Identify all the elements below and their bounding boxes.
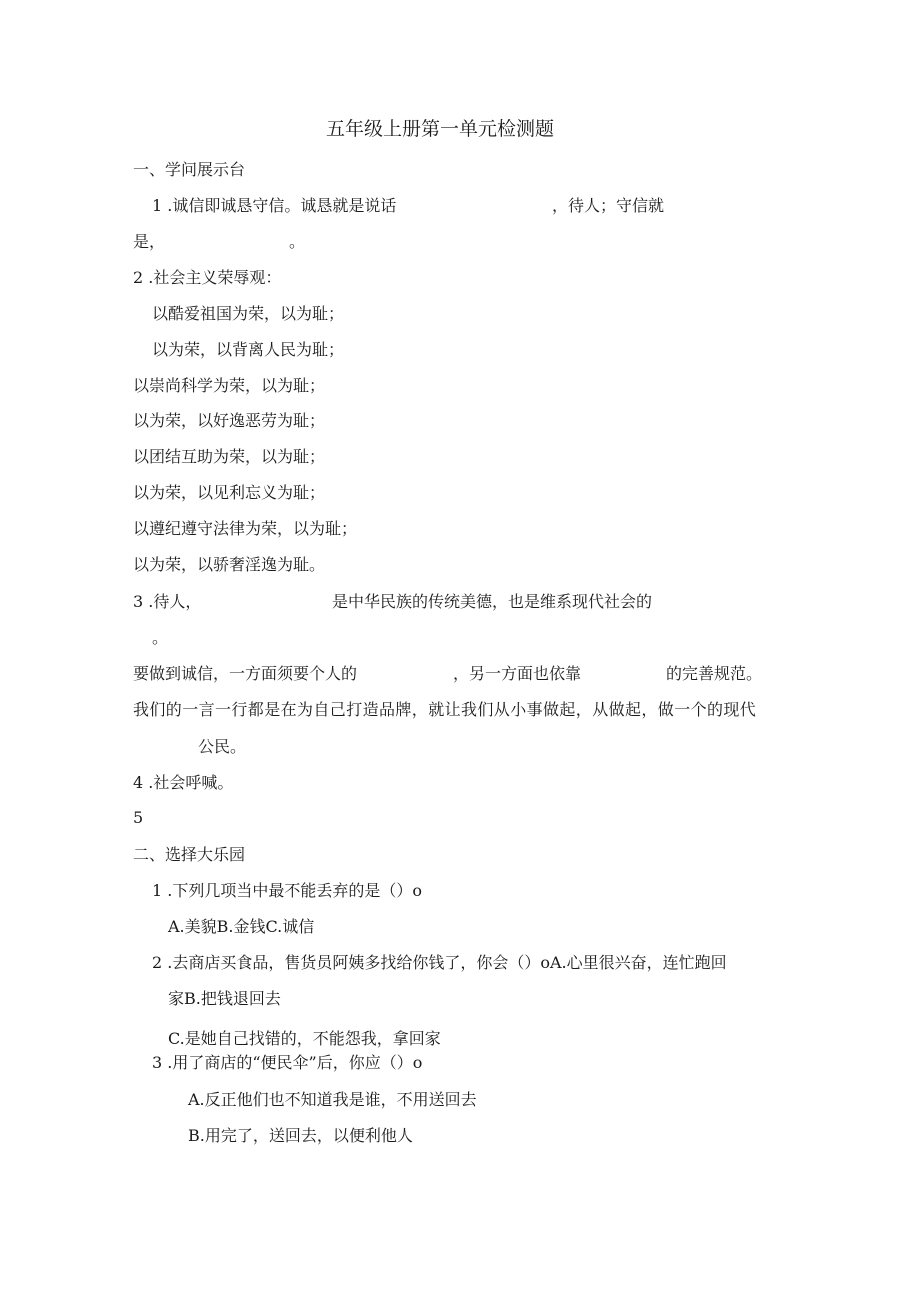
s2-q3-option-b: B.用完了，送回去，以便利他人	[188, 1126, 413, 1145]
section-heading-2: 二、选择大乐园	[133, 845, 246, 864]
page-title: 五年级上册第一单元检测题	[326, 118, 555, 140]
s2-q1-options: A.美貌B.金钱C.诚信	[168, 917, 315, 936]
q1-text-c: 是，	[133, 232, 166, 251]
q2-line: 以团结互助为荣，以为耻；	[133, 447, 326, 466]
q3-line2-a: 要做到诚信，一方面须要个人的	[133, 664, 358, 683]
q3-line3: 我们的一言一行都是在为自己打造品牌，就让我们从小事做起，从做起，做一个的现代	[133, 700, 757, 719]
q2-line: 以为荣，以好逸恶劳为耻；	[133, 411, 326, 430]
q4-text: 4 .社会呼喊。	[133, 773, 234, 792]
q3-line2-c: 的完善规范。	[666, 664, 763, 683]
s2-q1-stem: 1 .下列几项当中最不能丢弃的是（）o	[152, 881, 422, 900]
q1-text-d: 。	[289, 232, 306, 251]
q2-line: 以为荣，以见利忘义为耻；	[133, 483, 326, 502]
q3-text-c: 。	[152, 628, 169, 647]
q2-heading: 2 .社会主义荣辱观：	[133, 268, 282, 287]
q1-text-a: 1 .诚信即诚恳守信。诚恳就是说话	[152, 196, 397, 215]
q1-text-b: ，待人；守信就	[552, 196, 665, 215]
q2-line: 以为荣，以骄奢淫逸为耻。	[133, 555, 326, 574]
q2-line: 以遵纪遵守法律为荣，以为耻；	[133, 519, 358, 538]
s2-q2-stem-cont: 家B.把钱退回去	[168, 989, 281, 1008]
s2-q2-option-c: C.是她自己找错的，不能怨我，拿回家	[168, 1029, 441, 1048]
q3-line4: 公民。	[198, 737, 247, 756]
q3-line2-b: ，另一方面也依靠	[453, 664, 582, 683]
s2-q3-option-a: A.反正他们也不知道我是谁，不用送回去	[188, 1090, 477, 1109]
q2-line: 以酷爱祖国为荣，以为耻；	[152, 304, 345, 323]
q2-line: 以为荣，以背离人民为耻；	[152, 340, 345, 359]
q5-text: 5	[133, 808, 144, 827]
q2-line: 以崇尚科学为荣，以为耻；	[133, 376, 326, 395]
q3-text-b: 是中华民族的传统美德，也是维系现代社会的	[332, 592, 653, 611]
q3-text-a: 3 .待人，	[133, 592, 202, 611]
s2-q2-stem: 2 .去商店买食品，售货员阿姨多找给你钱了，你会（）oA.心里很兴奋，连忙跑回	[152, 953, 727, 972]
s2-q3-stem: 3 .用了商店的“便民伞”后，你应（）o	[152, 1053, 423, 1072]
section-heading-1: 一、学问展示台	[133, 160, 246, 179]
